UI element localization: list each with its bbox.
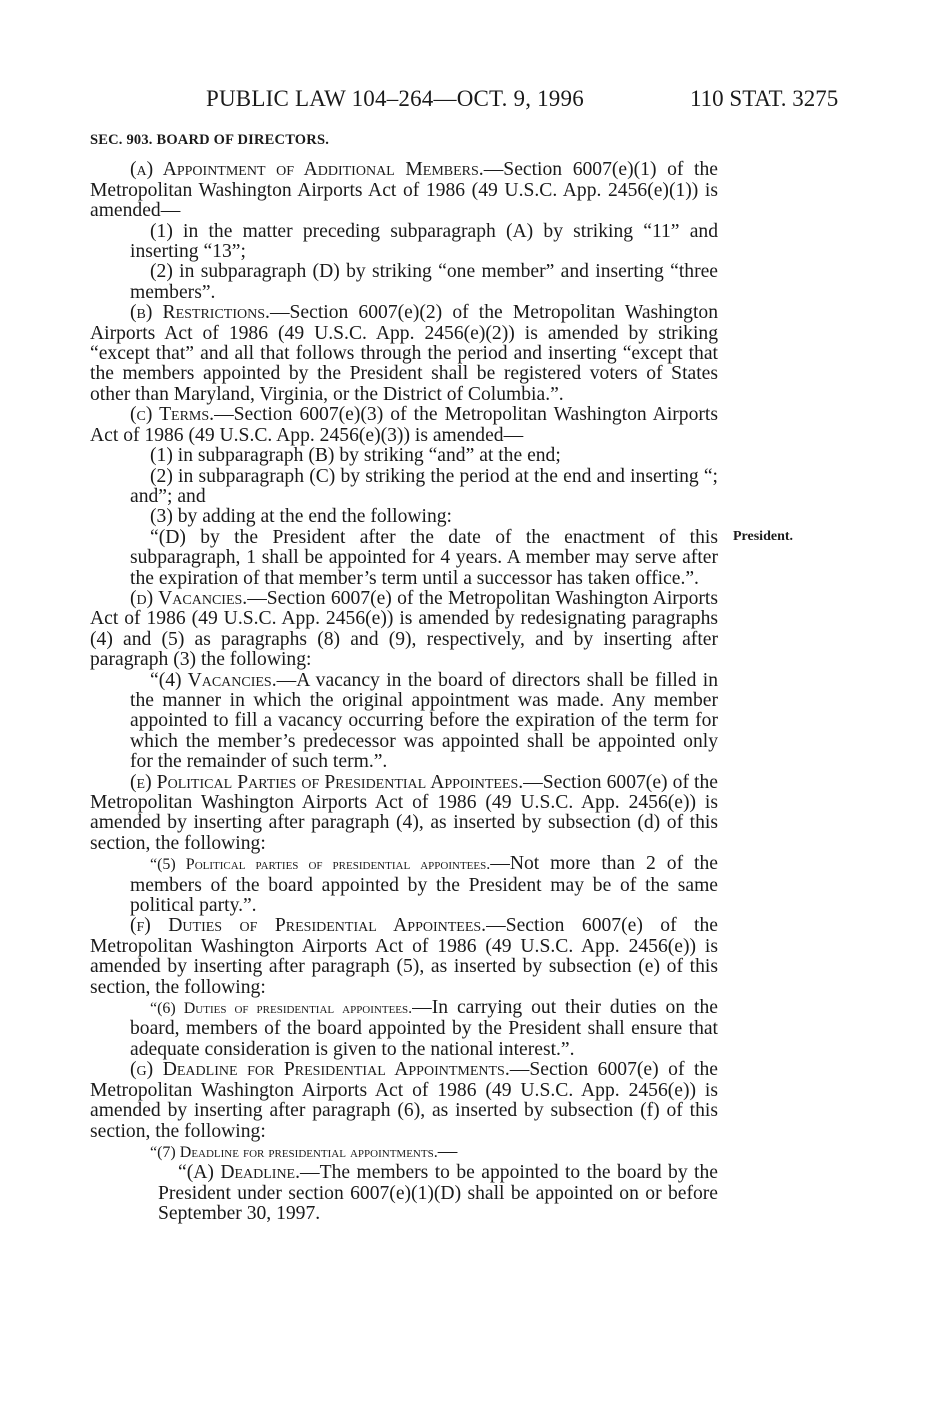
subsection-d-heading: (d) Vacancies. [130, 587, 248, 609]
subsection-g-quote-dash: — [437, 1140, 458, 1162]
subsection-c [90, 405, 718, 446]
subsection-f-text: —Section 6007(e) of the Metropolitan Washington Airports Act of 1986 (49 U.S.C. App. 2456(e)) is amended by inserting after paragraph (5), as inserted by subsection (e) of this section, the following: [90, 915, 718, 998]
subsection-a-text: —Section 6007(e)(1) of the Metropolitan Washington Airports Act of 1986 (49 U.S.C. App. 2456(e)(1)) is amended— [90, 159, 718, 222]
subsection-f-quote [90, 998, 718, 1060]
subsection-g-text: —Section 6007(e) of the Metropolitan Washington Airports Act of 1986 (49 U.S.C. App. 2456(e)) is amended by inserting after paragraph (6), as inserted by subsection (f) of this section, the following: [90, 1059, 718, 1142]
subsection-c-quote: “(D) by the President after the date of the enactment of this subparagraph, 1 shall be appointed for 4 years. A member may serve after the expiration of that member’s term until a successor has taken office.”. [130, 526, 718, 589]
subsection-g-subquote-text: —The members to be appointed to the board by the President under section 6007(e)(1)(D) shall be appointed on or before September 30, 1997. [158, 1162, 718, 1225]
subsection-d-quote-heading: “(4) Vacancies. [150, 669, 277, 691]
subsection-f-heading: (f) Duties of Presidential Appointees. [130, 915, 487, 937]
subsection-c-paragraph-3: (3) by adding at the end the following: [150, 506, 453, 528]
subsection-e-quote [90, 854, 718, 916]
subsection-e-quote-heading: “(5) Political parties of presidential appointees. [150, 856, 491, 874]
subsection-g-heading: (g) Deadline for Presidential Appointments. [130, 1059, 510, 1081]
subsection-d-text: —Section 6007(e) of the Metropolitan Washington Airports Act of 1986 (49 U.S.C. App. 2456(e)) is amended by redesignating paragraphs (4) and (5) as paragraphs (8) and (9), respectively, and by inserting after paragraph (3) the following: [90, 587, 718, 671]
subsection-e-text: —Section 6007(e) of the Metropolitan Washington Airports Act of 1986 (49 U.S.C. App. 2456(e)) is amended by inserting after paragraph (4), as inserted by subsection (d) of this section, the following: [90, 771, 718, 854]
subsection-e-heading: (e) Political Parties of Presidential Appointees. [130, 771, 524, 793]
subsection-c-heading: (c) Terms. [130, 404, 215, 426]
subsection-f-quote-heading: “(6) Duties of presidential appointees. [150, 1000, 413, 1018]
subsection-e [90, 773, 718, 855]
subsection-d-quote-text: —A vacancy in the board of directors shall be filled in the manner in which the original appointment was made. Any member appointed to fill a vacancy occurring before the expiration of the term for which the member’s predecessor was appointed shall be appointed only for the remainder of such term.”. [130, 669, 718, 773]
subsection-b-heading: (b) Restrictions. [130, 302, 270, 324]
subsection-g-quote [90, 1142, 718, 1163]
subsection-a-heading: (a) Appointment of Additional Members. [130, 159, 484, 181]
section-heading: SEC. 903. BOARD OF DIRECTORS. [90, 132, 330, 148]
subsection-b [90, 303, 718, 405]
subsection-g-subquote-heading: “(A) Deadline. [178, 1162, 301, 1184]
subsection-c-paragraph-2: (2) in subparagraph (C) by striking the period at the end and inserting “; and”; and [130, 465, 718, 507]
subsection-a [90, 160, 718, 221]
margin-note: President. [733, 529, 794, 544]
subsection-g-quote-heading: “(7) Deadline for presidential appointments. [150, 1143, 438, 1161]
subsection-c-text: —Section 6007(e)(3) of the Metropolitan Washington Airports Act of 1986 (49 U.S.C. App. 2456(e)(3)) is amended— [90, 404, 718, 446]
page-header [0, 86, 946, 116]
subsection-b-text: —Section 6007(e)(2) of the Metropolitan Washington Airports Act of 1986 (49 U.S.C. App. 2456(e)(2)) is amended by striking “except that” and all that follows through the period and inserting “except that the members appointed by the President shall be registered voters of States other than Maryland, Virginia, or the District of Columbia.”. [90, 302, 719, 405]
subsection-e-quote-text: —Not more than 2 of the members of the board appointed by the President may be of the same political party.”. [130, 853, 718, 917]
subsection-g [90, 1060, 718, 1142]
subsection-f-quote-text: —In carrying out their duties on the board, members of the board appointed by the President shall ensure that adequate consideration is given to the national interest.”. [130, 997, 718, 1060]
subsection-f [90, 916, 718, 998]
subsection-d [90, 589, 718, 671]
statute-citation: 110 STAT. 3275 [690, 86, 839, 111]
subsection-a-paragraph-2: (2) in subparagraph (D) by striking “one member” and inserting “three members”. [130, 261, 718, 303]
section-body [90, 130, 718, 1225]
subsection-g-subquote [90, 1163, 718, 1224]
subsection-c-paragraph-1: (1) in subparagraph (B) by striking “and” at the end; [150, 445, 561, 467]
running-head: PUBLIC LAW 104–264—OCT. 9, 1996 [206, 86, 584, 111]
subsection-d-quote [90, 671, 718, 773]
subsection-a-paragraph-1: (1) in the matter preceding subparagraph (A) by striking “11” and inserting “13”; [130, 220, 718, 263]
